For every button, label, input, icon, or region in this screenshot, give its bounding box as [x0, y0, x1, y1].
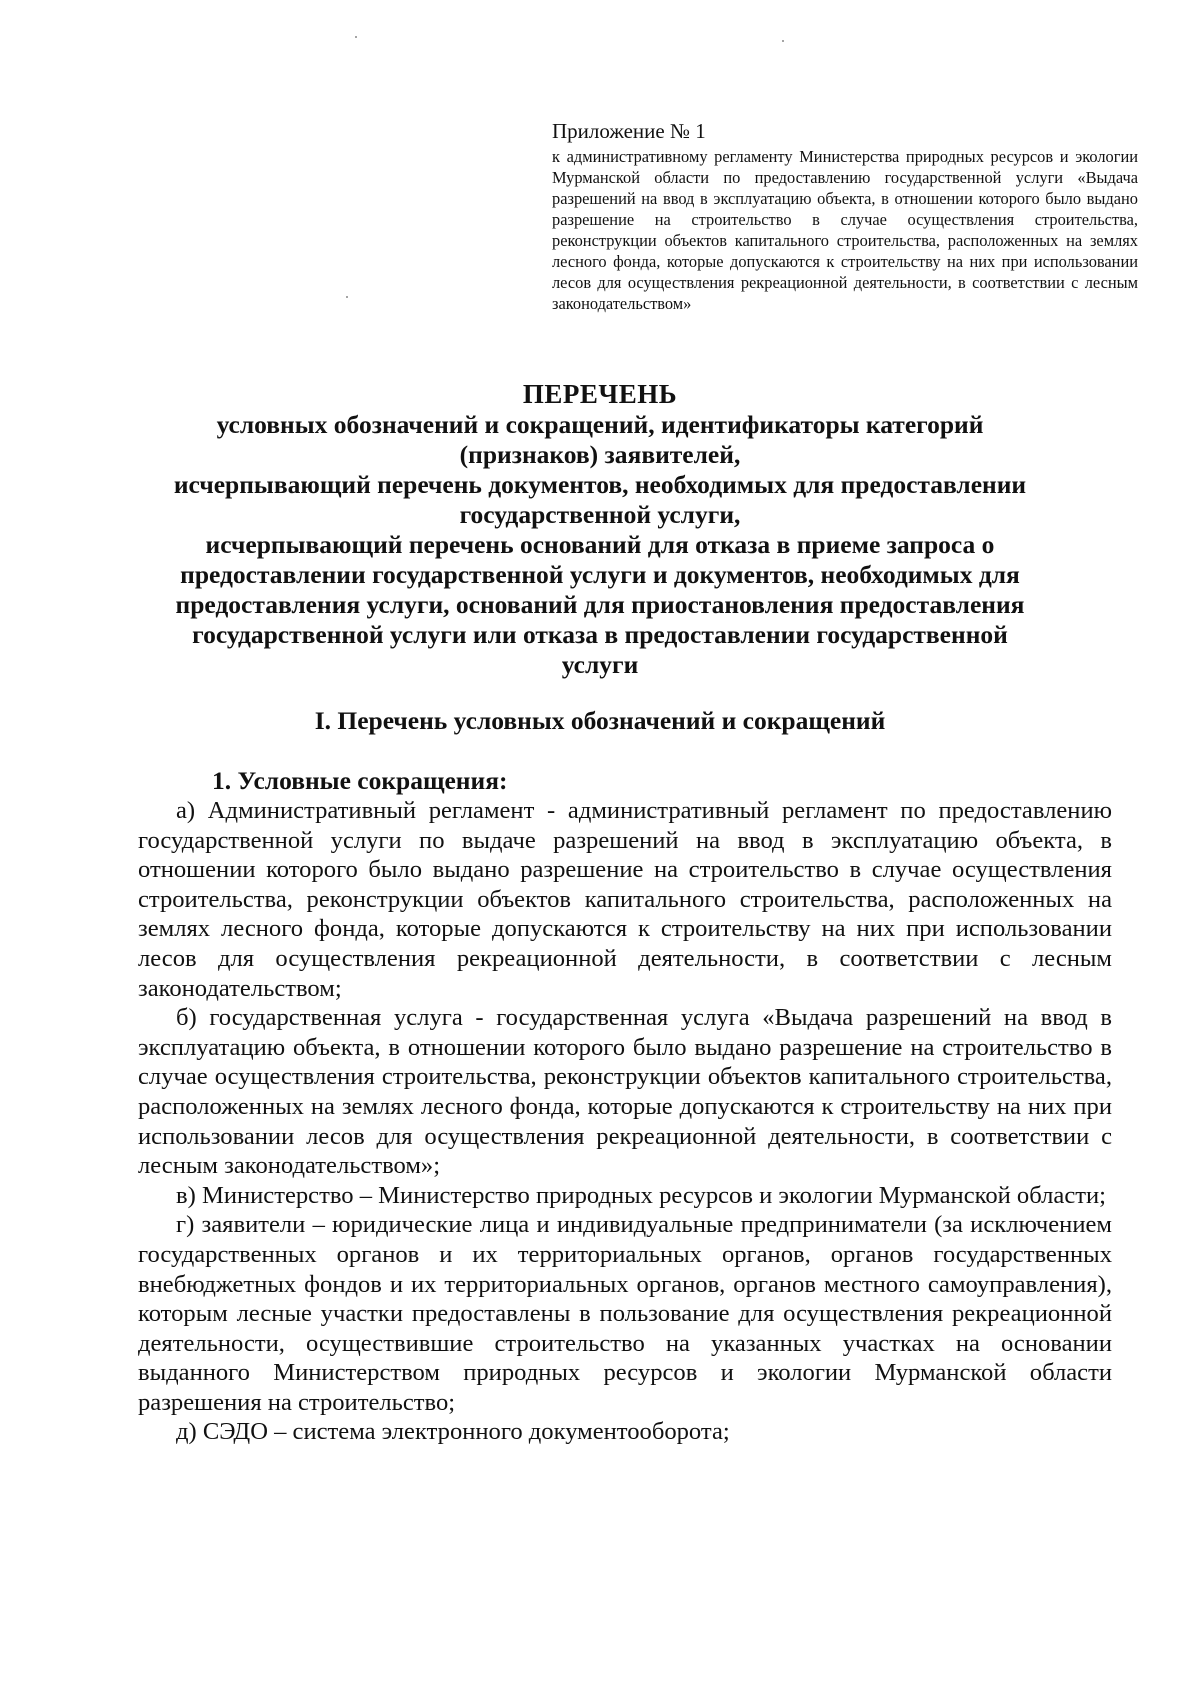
document-heading [118, 378, 1082, 680]
list-item: д) СЭДО – система электронного документооборота; [176, 1418, 730, 1446]
section-title: I. Перечень условных обозначений и сокращений [314, 706, 886, 735]
heading-line: исчерпывающий перечень оснований для отказа в приеме запроса о [205, 530, 995, 559]
list-item: в) Министерство – Министерство природных ресурсов и экологии Мурманской области; [176, 1181, 1106, 1209]
appendix-title: Приложение № 1 [552, 119, 706, 143]
heading-line: предоставления услуги, оснований для приостановления предоставления [175, 590, 1025, 619]
abbreviations-list [138, 796, 1112, 1447]
list-item: б) государственная услуга - государственная услуга «Выдача разрешений на ввод в эксплуатацию объекта, в отношении которого было выдано разрешение на строительство в случае осуществления строительства, реконструкции объектов капитального строительства, расположенных на землях лесного фонда, которые допускаются к строительству на них при использовании лесов для осуществления рекреационной деятельности, в соответствии с лесным законодательством»; [138, 1004, 1112, 1180]
heading-line: государственной услуги или отказа в предоставлении государственной [192, 620, 1008, 649]
list-item: г) заявители – юридические лица и индивидуальные предприниматели (за исключением государственных органов и их территориальных органов, органов государственных внебюджетных фондов и их территориальных органов, органов местного самоуправления), которым лесные участки предоставлены в пользование для осуществления рекреационной деятельности, осуществившие строительство на указанных участках на основании выданного Министерством природных ресурсов и экологии Мурманской области разрешения на строительство; [138, 1211, 1112, 1416]
scan-artifact [782, 40, 784, 42]
appendix-block [552, 118, 1138, 314]
appendix-text: к административному регламенту Министерства природных ресурсов и экологии Мурманской области по предоставлению государственной услуги «Выдача разрешений на ввод в эксплуатацию объекта, в отношении которого было выдано разрешение на строительство в случае осуществления строительства, реконструкции объектов капитального строительства, расположенных на землях лесного фонда, которые допускаются к строительству на них при использовании лесов для осуществления рекреационной деятельности, в соответствии с лесным законодательством» [552, 147, 1138, 313]
heading-line: (признаков) заявителей, [459, 440, 741, 469]
subsection-title: 1. Условные сокращения: [212, 766, 508, 795]
scan-artifact [346, 296, 348, 298]
heading-line: услуги [561, 650, 639, 679]
heading-line: условных обозначений и сокращений, идентификаторы категорий [216, 410, 984, 439]
list-item: а) Административный регламент - административный регламент по предоставлению государственной услуги по выдаче разрешений на ввод в эксплуатацию объекта, в отношении которого было выдано разрешение на строительство в случае осуществления строительства, реконструкции объектов капитального строительства, расположенных на землях лесного фонда, которые допускаются к строительству на них при использовании лесов для осуществления рекреационной деятельности, в соответствии с лесным законодательством; [138, 797, 1112, 1002]
heading-line: государственной услуги, [459, 500, 741, 529]
document-title: ПЕРЕЧЕНЬ [522, 379, 678, 409]
heading-line: исчерпывающий перечень документов, необходимых для предоставлении [173, 470, 1027, 499]
scan-artifact [355, 36, 357, 38]
heading-line: предоставлении государственной услуги и документов, необходимых для [180, 560, 1020, 589]
